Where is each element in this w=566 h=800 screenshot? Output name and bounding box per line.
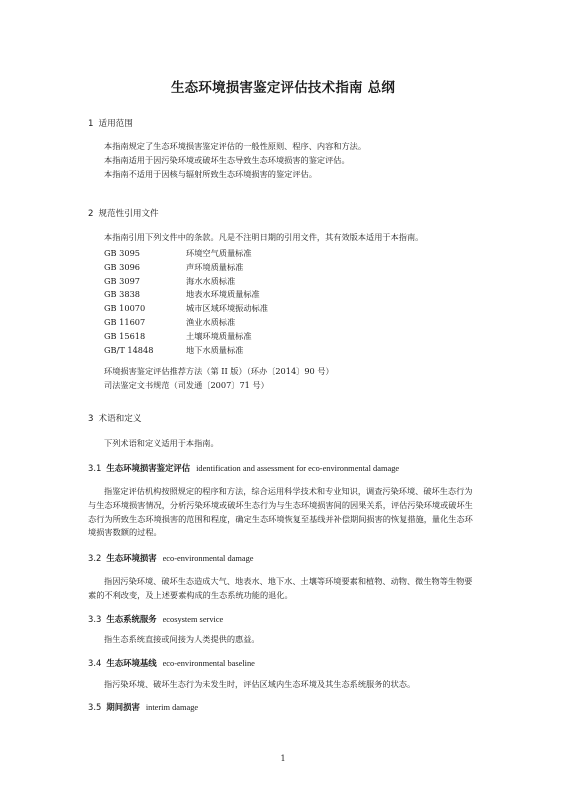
reference-item: [104, 288, 268, 302]
paragraph: 下列术语和定义适用于本指南。: [104, 438, 219, 448]
section-3-intro: [88, 437, 478, 451]
term-english: identification and assessment for eco-environmental damage: [196, 464, 400, 473]
paragraph: 本指南适用于因污染环境或破坏生态导致生态环境损害的鉴定评估。: [104, 154, 350, 165]
reference-extra-item: 环境损害鉴定评估推荐方法（第 II 版）（环办〔2014〕90 号）: [104, 366, 334, 376]
section-number: 2: [88, 209, 94, 219]
reference-code: GB 15618: [104, 330, 146, 341]
section-title: 适用范围: [98, 119, 133, 129]
reference-code: GB 10070: [104, 303, 146, 314]
reference-code: GB 3095: [104, 248, 140, 258]
reference-name: 渔业水质标准: [186, 316, 236, 327]
term-chinese: 生态系统服务: [106, 614, 157, 624]
reference-code: GB 3097: [104, 275, 140, 286]
paragraph: 指污染环境、破坏生态行为未发生时，评估区域内生态环境及其生态系统服务的状态。: [104, 679, 416, 689]
term-3-4-heading: [88, 657, 255, 669]
term-number: 3.4: [88, 658, 102, 668]
term-english: ecosystem service: [162, 615, 224, 624]
reference-name: 城市区域环境振动标准: [186, 303, 268, 314]
term-3-2-heading: [88, 552, 254, 564]
reference-name: 土壤环境质量标准: [186, 330, 252, 341]
reference-item: [104, 261, 268, 275]
section-2-intro: [88, 231, 488, 245]
reference-code: GB 3096: [104, 261, 140, 272]
term-number: 3.3: [88, 614, 102, 624]
reference-extra-list: [104, 365, 334, 393]
term-chinese: 生态环境损害鉴定评估: [106, 463, 191, 473]
term-english: interim damage: [145, 703, 199, 712]
term-chinese: 期间损害: [106, 702, 140, 712]
reference-name: 地下水质量标准: [186, 344, 244, 355]
term-3-1-heading: [88, 462, 399, 474]
term-chinese: 生态环境基线: [106, 658, 157, 668]
reference-item: [104, 330, 268, 344]
section-title: 术语和定义: [98, 414, 142, 424]
term-3-2-definition: [88, 575, 478, 603]
reference-code: GB/T 14848: [104, 344, 154, 355]
reference-item: [104, 302, 268, 316]
reference-name: 声环境质量标准: [186, 261, 244, 272]
paragraph: 本指南不适用于因核与辐射所致生态环境损害的鉴定评估。: [104, 168, 317, 179]
paragraph: 指生态系统直接或间接为人类提供的惠益。: [104, 634, 260, 644]
reference-item: [104, 275, 268, 289]
term-3-3-heading: [88, 613, 223, 625]
section-2-heading: [88, 207, 159, 219]
paragraph: 本指南引用下列文件中的条款。凡是不注明日期的引用文件，其有效版本适用于本指南。: [104, 232, 424, 242]
reference-item: [104, 247, 268, 261]
section-3-heading: [88, 412, 141, 424]
document-title: 生态环境损害鉴定评估技术指南 总纲: [170, 80, 396, 96]
reference-extra-item: 司法鉴定文书规范（司发通〔2007〕71 号）: [104, 379, 269, 390]
reference-code: GB 3838: [104, 289, 140, 300]
reference-list: [104, 247, 268, 357]
paragraph: 指因污染环境、破坏生态造成大气、地表水、地下水、土壤等环境要素和植物、动物、微生物等生物要素的不利改变，及上述要素构成的生态系统功能的退化。: [88, 576, 473, 600]
term-number: 3.1: [88, 463, 102, 473]
term-number: 3.5: [88, 702, 102, 712]
section-1-body: [88, 140, 478, 181]
paragraph: 本指南规定了生态环境损害鉴定评估的一般性原则、程序、内容和方法。: [104, 141, 367, 151]
section-1-heading: [88, 117, 133, 129]
reference-name: 环境空气质量标准: [186, 248, 252, 258]
reference-item: [104, 344, 268, 358]
section-number: 1: [88, 119, 94, 129]
term-3-5-heading: [88, 701, 198, 713]
term-3-4-definition: [88, 678, 488, 692]
term-chinese: 生态环境损害: [106, 553, 157, 563]
section-number: 3: [88, 414, 94, 424]
paragraph: 指鉴定评估机构按照规定的程序和方法，综合运用科学技术和专业知识，调查污染环境、破坏生态行为与生态环境损害情况，分析污染环境或破坏生态行为与生态环境损害间的因果关系，评估污染环境或破坏生态行为所致生态环境损害的范围和程度，确定生态环境恢复至基线并补偿期间损害的恢复措施，量化生态环境损害数额的过程。: [88, 486, 473, 538]
term-english: eco-environmental damage: [162, 554, 254, 563]
term-number: 3.2: [88, 553, 102, 563]
reference-name: 海水水质标准: [186, 275, 236, 286]
term-3-3-definition: [88, 633, 478, 647]
term-english: eco-environmental baseline: [162, 659, 255, 668]
term-3-1-definition: [88, 485, 478, 540]
reference-name: 地表水环境质量标准: [186, 289, 260, 300]
section-title: 规范性引用文件: [98, 209, 159, 219]
reference-code: GB 11607: [104, 316, 146, 327]
reference-item: [104, 316, 268, 330]
page-number: 1: [280, 754, 286, 763]
